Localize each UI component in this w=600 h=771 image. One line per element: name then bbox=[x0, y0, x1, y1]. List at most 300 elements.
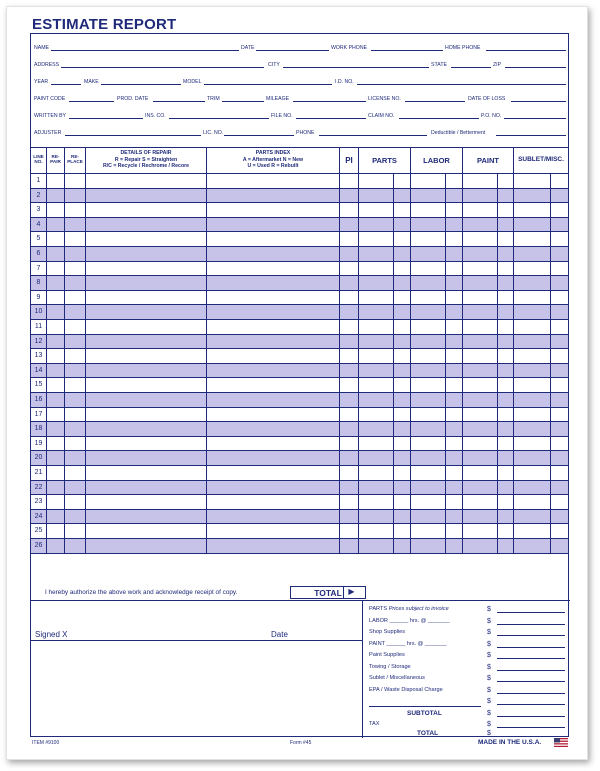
parts-cell[interactable] bbox=[359, 203, 411, 217]
table-row bbox=[31, 466, 568, 481]
po-no-field[interactable] bbox=[504, 118, 566, 119]
labor-cell[interactable] bbox=[411, 422, 463, 436]
paint-cell[interactable] bbox=[463, 393, 514, 407]
paint-cell[interactable] bbox=[463, 247, 514, 261]
repair-cell[interactable] bbox=[47, 451, 65, 465]
sublet-cell[interactable] bbox=[514, 422, 568, 436]
paint-cell[interactable] bbox=[463, 481, 514, 495]
name-field[interactable] bbox=[51, 50, 239, 51]
replace-cell[interactable] bbox=[65, 174, 86, 188]
replace-cell[interactable] bbox=[65, 320, 86, 334]
cents-divider bbox=[359, 218, 394, 232]
cents-divider bbox=[359, 364, 394, 378]
labor-cell[interactable] bbox=[411, 203, 463, 217]
epa-amount-field[interactable] bbox=[497, 693, 565, 694]
replace-cell[interactable] bbox=[65, 305, 86, 319]
parts-index-cell[interactable] bbox=[207, 437, 340, 451]
paint-cell[interactable] bbox=[463, 189, 514, 203]
final-total-amount-field[interactable] bbox=[497, 736, 565, 737]
cents-divider bbox=[463, 422, 498, 436]
zip-field[interactable] bbox=[505, 67, 566, 68]
pi-cell[interactable] bbox=[340, 466, 359, 480]
details-cell[interactable] bbox=[86, 232, 207, 246]
sublet-cell[interactable] bbox=[514, 335, 568, 349]
sublet-cell[interactable] bbox=[514, 305, 568, 319]
subtotal-amount-field[interactable] bbox=[497, 716, 565, 717]
labor-cell[interactable] bbox=[411, 378, 463, 392]
parts-index-cell[interactable] bbox=[207, 320, 340, 334]
replace-cell[interactable] bbox=[65, 539, 86, 553]
details-cell[interactable] bbox=[86, 524, 207, 538]
line-number: 8 bbox=[36, 279, 41, 287]
replace-cell[interactable] bbox=[65, 422, 86, 436]
details-cell[interactable] bbox=[86, 247, 207, 261]
parts-cell[interactable] bbox=[359, 276, 411, 290]
details-cell[interactable] bbox=[86, 437, 207, 451]
replace-cell[interactable] bbox=[65, 218, 86, 232]
parts-cell[interactable] bbox=[359, 364, 411, 378]
claim-no-field[interactable] bbox=[399, 118, 479, 119]
repair-cell[interactable] bbox=[47, 218, 65, 232]
replace-cell[interactable] bbox=[65, 437, 86, 451]
paint-cell[interactable] bbox=[463, 174, 514, 188]
parts-cell[interactable] bbox=[359, 218, 411, 232]
ins-co-field[interactable] bbox=[169, 118, 269, 119]
parts-index-cell[interactable] bbox=[207, 451, 340, 465]
labor-cell[interactable] bbox=[411, 218, 463, 232]
replace-cell[interactable] bbox=[65, 510, 86, 524]
parts-index-legend-1: A = Aftermarket N = New bbox=[242, 156, 304, 163]
parts-index-cell[interactable] bbox=[207, 276, 340, 290]
signature-line[interactable] bbox=[31, 640, 362, 641]
paint-cell[interactable] bbox=[463, 422, 514, 436]
labor-cell[interactable] bbox=[411, 247, 463, 261]
parts-cell[interactable] bbox=[359, 510, 411, 524]
pi-cell[interactable] bbox=[340, 320, 359, 334]
details-cell[interactable] bbox=[86, 466, 207, 480]
sublet-cell[interactable] bbox=[514, 437, 568, 451]
sublet-cell[interactable] bbox=[514, 232, 568, 246]
deductible-field[interactable] bbox=[496, 135, 566, 136]
repair-cell[interactable] bbox=[47, 393, 65, 407]
repair-cell[interactable] bbox=[47, 305, 65, 319]
pi-cell[interactable] bbox=[340, 218, 359, 232]
sublet-cell[interactable] bbox=[514, 174, 568, 188]
repair-cell[interactable] bbox=[47, 408, 65, 422]
paint-cell[interactable] bbox=[463, 320, 514, 334]
details-cell[interactable] bbox=[86, 189, 207, 203]
replace-cell[interactable] bbox=[65, 232, 86, 246]
details-cell[interactable] bbox=[86, 335, 207, 349]
paint-cell[interactable] bbox=[463, 437, 514, 451]
pi-cell[interactable] bbox=[340, 203, 359, 217]
line-no-cell bbox=[31, 393, 47, 407]
parts-cell[interactable] bbox=[359, 320, 411, 334]
repair-cell[interactable] bbox=[47, 349, 65, 363]
parts-cell[interactable] bbox=[359, 305, 411, 319]
form-frame bbox=[30, 33, 569, 737]
paint-cell[interactable] bbox=[463, 203, 514, 217]
paint-cell[interactable] bbox=[463, 510, 514, 524]
labor-cell[interactable] bbox=[411, 495, 463, 509]
paint-cell[interactable] bbox=[463, 364, 514, 378]
parts-index-cell[interactable] bbox=[207, 481, 340, 495]
cents-divider bbox=[359, 335, 394, 349]
parts-cell[interactable] bbox=[359, 247, 411, 261]
parts-index-cell[interactable] bbox=[207, 218, 340, 232]
pi-cell[interactable] bbox=[340, 422, 359, 436]
repair-cell[interactable] bbox=[47, 247, 65, 261]
trim-field[interactable] bbox=[222, 101, 264, 102]
replace-cell[interactable] bbox=[65, 393, 86, 407]
line-no-cell bbox=[31, 203, 47, 217]
details-cell[interactable] bbox=[86, 495, 207, 509]
repair-cell[interactable] bbox=[47, 232, 65, 246]
cents-divider bbox=[411, 305, 446, 319]
labor-cell[interactable] bbox=[411, 320, 463, 334]
repair-cell[interactable] bbox=[47, 189, 65, 203]
pi-cell[interactable] bbox=[340, 481, 359, 495]
repair-cell[interactable] bbox=[47, 174, 65, 188]
repair-cell[interactable] bbox=[47, 203, 65, 217]
cents-divider bbox=[514, 276, 551, 290]
header-parts-index bbox=[207, 148, 340, 173]
parts-index-cell[interactable] bbox=[207, 364, 340, 378]
replace-cell[interactable] bbox=[65, 451, 86, 465]
parts-index-cell[interactable] bbox=[207, 378, 340, 392]
parts-index-cell[interactable] bbox=[207, 524, 340, 538]
dollar-sign: $ bbox=[487, 686, 491, 694]
sublet-cell[interactable] bbox=[514, 276, 568, 290]
details-cell[interactable] bbox=[86, 510, 207, 524]
details-cell[interactable] bbox=[86, 451, 207, 465]
repair-cell[interactable] bbox=[47, 539, 65, 553]
parts-cell[interactable] bbox=[359, 422, 411, 436]
pi-cell[interactable] bbox=[340, 378, 359, 392]
shop-supplies-amount-field[interactable] bbox=[497, 635, 565, 636]
parts-cell[interactable] bbox=[359, 174, 411, 188]
sublet-cell[interactable] bbox=[514, 320, 568, 334]
divider bbox=[31, 600, 362, 601]
labor-cell[interactable] bbox=[411, 524, 463, 538]
paint-cell[interactable] bbox=[463, 276, 514, 290]
details-cell[interactable] bbox=[86, 320, 207, 334]
parts-index-cell[interactable] bbox=[207, 203, 340, 217]
labor-cell[interactable] bbox=[411, 189, 463, 203]
state-field[interactable] bbox=[451, 67, 491, 68]
paint-code-field[interactable] bbox=[69, 101, 114, 102]
replace-cell[interactable] bbox=[65, 378, 86, 392]
labor-cell[interactable] bbox=[411, 262, 463, 276]
parts-cell[interactable] bbox=[359, 437, 411, 451]
parts-cell[interactable] bbox=[359, 524, 411, 538]
sublet-cell[interactable] bbox=[514, 524, 568, 538]
paint-cell[interactable] bbox=[463, 378, 514, 392]
repair-cell[interactable] bbox=[47, 510, 65, 524]
pi-cell[interactable] bbox=[340, 189, 359, 203]
repair-cell[interactable] bbox=[47, 378, 65, 392]
labor-cell[interactable] bbox=[411, 451, 463, 465]
table-row bbox=[31, 247, 568, 262]
line-no-cell bbox=[31, 232, 47, 246]
labor-cell[interactable] bbox=[411, 174, 463, 188]
paint-cell[interactable] bbox=[463, 291, 514, 305]
paint-cell[interactable] bbox=[463, 218, 514, 232]
phone-field[interactable] bbox=[319, 135, 427, 136]
repair-cell[interactable] bbox=[47, 466, 65, 480]
pi-cell[interactable] bbox=[340, 262, 359, 276]
city-field[interactable] bbox=[283, 67, 429, 68]
pi-cell[interactable] bbox=[340, 247, 359, 261]
replace-cell[interactable] bbox=[65, 335, 86, 349]
labor-cell[interactable] bbox=[411, 466, 463, 480]
sublet-cell[interactable] bbox=[514, 189, 568, 203]
replace-cell[interactable] bbox=[65, 408, 86, 422]
cents-divider bbox=[411, 524, 446, 538]
replace-cell[interactable] bbox=[65, 466, 86, 480]
parts-cell[interactable] bbox=[359, 466, 411, 480]
cents-divider bbox=[359, 320, 394, 334]
details-cell[interactable] bbox=[86, 262, 207, 276]
sublet-cell[interactable] bbox=[514, 408, 568, 422]
labor-cell[interactable] bbox=[411, 291, 463, 305]
labor-cell[interactable] bbox=[411, 539, 463, 553]
replace-cell[interactable] bbox=[65, 349, 86, 363]
paint-cell[interactable] bbox=[463, 408, 514, 422]
replace-cell[interactable] bbox=[65, 481, 86, 495]
parts-cell[interactable] bbox=[359, 539, 411, 553]
labor-cell[interactable] bbox=[411, 276, 463, 290]
address-field[interactable] bbox=[61, 67, 264, 68]
pi-cell[interactable] bbox=[340, 495, 359, 509]
parts-index-cell[interactable] bbox=[207, 466, 340, 480]
labor-cell[interactable] bbox=[411, 305, 463, 319]
details-cell[interactable] bbox=[86, 481, 207, 495]
cents-divider bbox=[411, 495, 446, 509]
file-no-field[interactable] bbox=[296, 118, 366, 119]
details-cell[interactable] bbox=[86, 174, 207, 188]
sublet-amount-field[interactable] bbox=[497, 681, 565, 682]
pi-cell[interactable] bbox=[340, 364, 359, 378]
labor-cell[interactable] bbox=[411, 364, 463, 378]
home-phone-field[interactable] bbox=[486, 50, 566, 51]
sublet-cell[interactable] bbox=[514, 364, 568, 378]
parts-index-cell[interactable] bbox=[207, 291, 340, 305]
replace-cell[interactable] bbox=[65, 291, 86, 305]
pi-cell[interactable] bbox=[340, 276, 359, 290]
parts-cell[interactable] bbox=[359, 189, 411, 203]
parts-cell[interactable] bbox=[359, 262, 411, 276]
sublet-cell[interactable] bbox=[514, 378, 568, 392]
labor-cell[interactable] bbox=[411, 335, 463, 349]
repair-cell[interactable] bbox=[47, 481, 65, 495]
pi-cell[interactable] bbox=[340, 174, 359, 188]
parts-index-cell[interactable] bbox=[207, 510, 340, 524]
pi-cell[interactable] bbox=[340, 408, 359, 422]
parts-cell[interactable] bbox=[359, 495, 411, 509]
replace-cell[interactable] bbox=[65, 262, 86, 276]
paint-cell[interactable] bbox=[463, 232, 514, 246]
license-no-field[interactable] bbox=[405, 101, 465, 102]
details-cell[interactable] bbox=[86, 393, 207, 407]
details-cell[interactable] bbox=[86, 539, 207, 553]
pi-cell[interactable] bbox=[340, 335, 359, 349]
sublet-cell[interactable] bbox=[514, 247, 568, 261]
details-cell[interactable] bbox=[86, 364, 207, 378]
form-number: Form #45 bbox=[290, 740, 312, 746]
pi-cell[interactable] bbox=[340, 524, 359, 538]
sublet-cell[interactable] bbox=[514, 291, 568, 305]
sublet-cell[interactable] bbox=[514, 262, 568, 276]
lic-no-field[interactable] bbox=[224, 135, 294, 136]
prod-date-field[interactable] bbox=[153, 101, 205, 102]
parts-cell[interactable] bbox=[359, 481, 411, 495]
model-field[interactable] bbox=[204, 84, 332, 85]
parts-index-cell[interactable] bbox=[207, 422, 340, 436]
replace-cell[interactable] bbox=[65, 203, 86, 217]
repair-cell[interactable] bbox=[47, 335, 65, 349]
line-no-cell bbox=[31, 422, 47, 436]
pi-cell[interactable] bbox=[340, 291, 359, 305]
paint-supplies-amount-field[interactable] bbox=[497, 658, 565, 659]
paint-code-label: PAINT CODE bbox=[34, 96, 66, 102]
repair-cell[interactable] bbox=[47, 262, 65, 276]
sublet-cell[interactable] bbox=[514, 539, 568, 553]
replace-cell[interactable] bbox=[65, 247, 86, 261]
labor-amount-field[interactable] bbox=[497, 624, 565, 625]
parts-index-cell[interactable] bbox=[207, 232, 340, 246]
parts-cell[interactable] bbox=[359, 408, 411, 422]
paint-cell[interactable] bbox=[463, 335, 514, 349]
details-cell[interactable] bbox=[86, 276, 207, 290]
pi-cell[interactable] bbox=[340, 349, 359, 363]
paint-cell[interactable] bbox=[463, 262, 514, 276]
details-cell[interactable] bbox=[86, 218, 207, 232]
written-by-field[interactable] bbox=[69, 118, 143, 119]
date-field[interactable] bbox=[256, 50, 329, 51]
paint-cell[interactable] bbox=[463, 305, 514, 319]
details-cell[interactable] bbox=[86, 422, 207, 436]
sublet-cell[interactable] bbox=[514, 349, 568, 363]
parts-index-cell[interactable] bbox=[207, 174, 340, 188]
repair-cell[interactable] bbox=[47, 364, 65, 378]
replace-cell[interactable] bbox=[65, 364, 86, 378]
paint-cell[interactable] bbox=[463, 451, 514, 465]
parts-cell[interactable] bbox=[359, 393, 411, 407]
paint-amount-field[interactable] bbox=[497, 647, 565, 648]
details-cell[interactable] bbox=[86, 378, 207, 392]
make-field[interactable] bbox=[101, 84, 181, 85]
id-no-field[interactable] bbox=[357, 84, 566, 85]
sublet-cell[interactable] bbox=[514, 203, 568, 217]
paint-cell[interactable] bbox=[463, 524, 514, 538]
pi-cell[interactable] bbox=[340, 451, 359, 465]
parts-index-cell[interactable] bbox=[207, 189, 340, 203]
sublet-cell[interactable] bbox=[514, 495, 568, 509]
paint-cell[interactable] bbox=[463, 495, 514, 509]
replace-cell[interactable] bbox=[65, 495, 86, 509]
parts-cell[interactable] bbox=[359, 232, 411, 246]
repair-cell[interactable] bbox=[47, 495, 65, 509]
labor-cell[interactable] bbox=[411, 510, 463, 524]
parts-index-cell[interactable] bbox=[207, 495, 340, 509]
parts-cell[interactable] bbox=[359, 335, 411, 349]
date-of-loss-field[interactable] bbox=[511, 101, 566, 102]
repair-cell[interactable] bbox=[47, 291, 65, 305]
parts-amount-field[interactable] bbox=[497, 612, 565, 613]
repair-cell[interactable] bbox=[47, 437, 65, 451]
details-cell[interactable] bbox=[86, 203, 207, 217]
towing-amount-field[interactable] bbox=[497, 670, 565, 671]
pi-cell[interactable] bbox=[340, 510, 359, 524]
sublet-cell[interactable] bbox=[514, 481, 568, 495]
repair-cell[interactable] bbox=[47, 276, 65, 290]
sublet-cell[interactable] bbox=[514, 510, 568, 524]
labor-cell[interactable] bbox=[411, 408, 463, 422]
repair-cell[interactable] bbox=[47, 422, 65, 436]
sublet-cell[interactable] bbox=[514, 393, 568, 407]
mileage-label: MILEAGE bbox=[266, 96, 290, 102]
parts-index-cell[interactable] bbox=[207, 335, 340, 349]
sublet-cell[interactable] bbox=[514, 466, 568, 480]
repair-cell[interactable] bbox=[47, 524, 65, 538]
pi-cell[interactable] bbox=[340, 539, 359, 553]
blank-amount-field[interactable] bbox=[497, 704, 565, 705]
work-phone-field[interactable] bbox=[371, 50, 443, 51]
year-field[interactable] bbox=[51, 84, 81, 85]
pi-cell[interactable] bbox=[340, 232, 359, 246]
parts-cell[interactable] bbox=[359, 349, 411, 363]
pi-cell[interactable] bbox=[340, 305, 359, 319]
parts-index-cell[interactable] bbox=[207, 247, 340, 261]
labor-cell[interactable] bbox=[411, 232, 463, 246]
parts-index-cell[interactable] bbox=[207, 539, 340, 553]
parts-index-cell[interactable] bbox=[207, 408, 340, 422]
sublet-cell[interactable] bbox=[514, 218, 568, 232]
adjuster-field[interactable] bbox=[65, 135, 201, 136]
replace-cell[interactable] bbox=[65, 189, 86, 203]
repair-cell[interactable] bbox=[47, 320, 65, 334]
cents-divider bbox=[359, 393, 394, 407]
labor-cell[interactable] bbox=[411, 437, 463, 451]
mileage-field[interactable] bbox=[293, 101, 366, 102]
parts-index-cell[interactable] bbox=[207, 393, 340, 407]
totals-parts-label bbox=[369, 604, 449, 615]
table-row bbox=[31, 539, 568, 554]
paint-cell[interactable] bbox=[463, 539, 514, 553]
replace-cell[interactable] bbox=[65, 276, 86, 290]
details-cell[interactable] bbox=[86, 291, 207, 305]
parts-cell[interactable] bbox=[359, 451, 411, 465]
pi-cell[interactable] bbox=[340, 437, 359, 451]
details-cell[interactable] bbox=[86, 408, 207, 422]
parts-index-cell[interactable] bbox=[207, 305, 340, 319]
pi-cell[interactable] bbox=[340, 393, 359, 407]
details-cell[interactable] bbox=[86, 349, 207, 363]
parts-index-cell[interactable] bbox=[207, 349, 340, 363]
details-cell[interactable] bbox=[86, 305, 207, 319]
paint-cell[interactable] bbox=[463, 349, 514, 363]
replace-cell[interactable] bbox=[65, 524, 86, 538]
labor-cell[interactable] bbox=[411, 481, 463, 495]
labor-cell[interactable] bbox=[411, 349, 463, 363]
parts-cell[interactable] bbox=[359, 291, 411, 305]
sublet-cell[interactable] bbox=[514, 451, 568, 465]
parts-cell[interactable] bbox=[359, 378, 411, 392]
labor-cell[interactable] bbox=[411, 393, 463, 407]
paint-cell[interactable] bbox=[463, 466, 514, 480]
parts-index-cell[interactable] bbox=[207, 262, 340, 276]
